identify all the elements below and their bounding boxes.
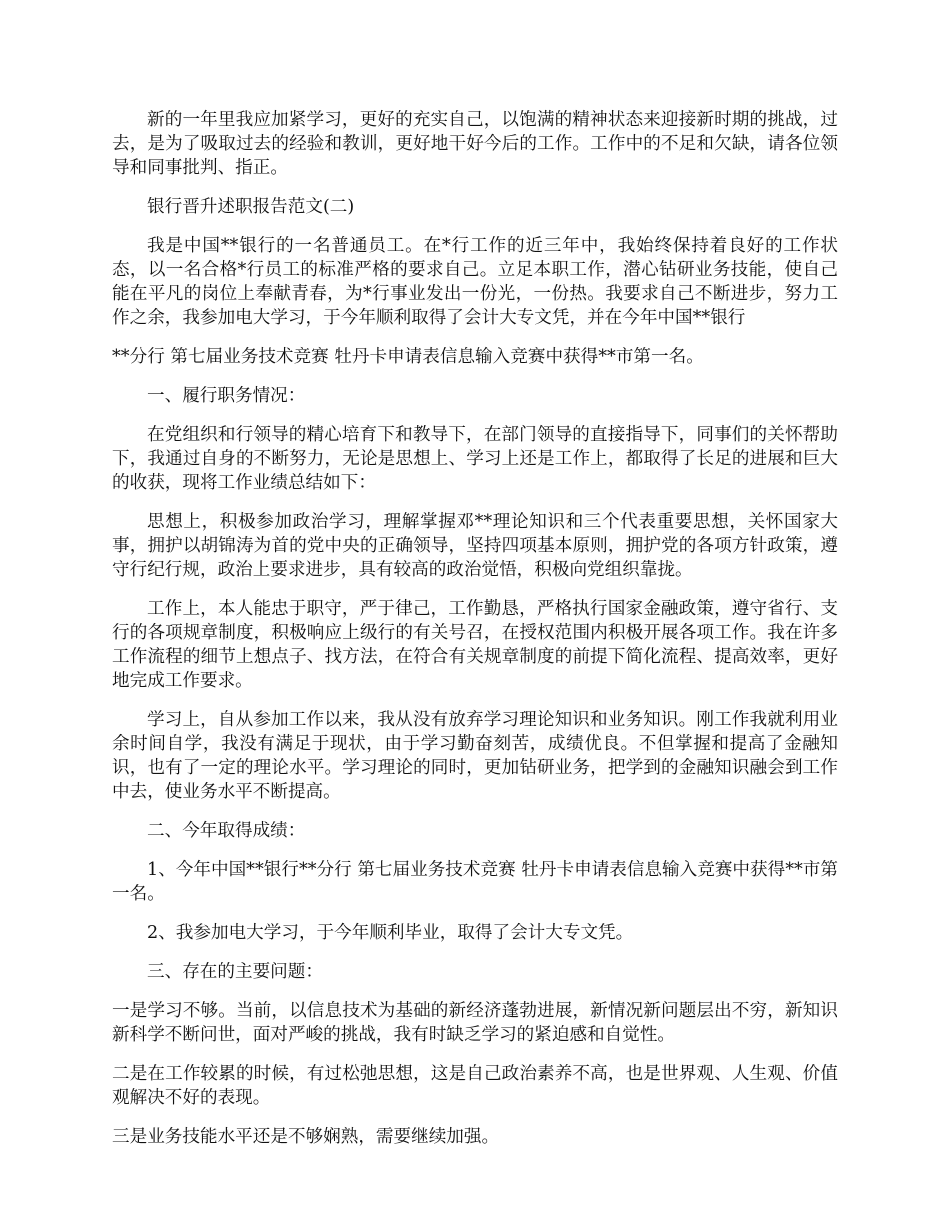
paragraph-competition-continuation: **分行 第七届业务技术竞赛 牡丹卡申请表信息输入竞赛中获得**市第一名。 <box>112 347 704 367</box>
heading-problems: 三、存在的主要问题： <box>147 962 323 982</box>
heading-duties: 一、履行职务情况： <box>147 386 306 406</box>
paragraph-ideology: 思想上，积极参加政治学习，理解掌握邓**理论知识和三个代表重要思想，关怀国家大事，拥护以胡锦涛为首的党中央的正确领导，坚持四项基本原则，拥护党的各项方针政策，遵守行纪行规，政治上要求进步，具有较高的政治觉悟，积极向党组织靠拢。 <box>112 512 838 580</box>
paragraph-study: 学习上，自从参加工作以来，我从没有放弃学习理论知识和业务知识。刚工作我就利用业余时间自学，我没有满足于现状，由于学习勤奋刻苦，成绩优良。不但掌握和提高了金融知识，也有了一定的理论水平。学习理论的同时，更加钻研业务，把学到的金融知识融会到工作中去，使业务水平不断提高。 <box>112 710 838 802</box>
document-page <box>112 108 838 1164</box>
problem-item-2: 二是在工作较累的时候，有过松弛思想，这是自己政治素养不高，也是世界观、人生观、价值观解决不好的表现。 <box>112 1064 838 1108</box>
paragraph-self-introduction: 我是中国**银行的一名普通员工。在*行工作的近三年中，我始终保持着良好的工作状态，以一名合格*行员工的标准严格的要求自己。立足本职工作，潜心钻研业务技能，使自己能在平凡的岗位上奉献青春，为*行事业发出一份光，一份热。我要求自己不断进步，努力工作之余，我参加电大学习，于今年顺利取得了会计大专文凭，并在今年中国**银行 <box>112 236 838 328</box>
heading-achievements: 二、今年取得成绩： <box>147 821 306 841</box>
problem-item-1: 一是学习不够。当前，以信息技术为基础的新经济蓬勃进展，新情况新问题层出不穷，新知识新科学不断问世，面对严峻的挑战，我有时缺乏学习的紧迫感和自觉性。 <box>112 1001 838 1045</box>
achievement-item-2: 2、我参加电大学习，于今年顺利毕业，取得了会计大专文凭。 <box>147 923 634 943</box>
achievement-item-1: 1、今年中国**银行**分行 第七届业务技术竞赛 牡丹卡申请表信息输入竞赛中获得**市第一名。 <box>112 860 838 904</box>
section-title: 银行晋升述职报告范文(二) <box>147 197 355 217</box>
paragraph-intro-closing: 新的一年里我应加紧学习，更好的充实自己，以饱满的精神状态来迎接新时期的挑战，过去，是为了吸取过去的经验和教训，更好地干好今后的工作。工作中的不足和欠缺，请各位领导和同事批判、指正。 <box>112 110 838 178</box>
problem-item-3: 三是业务技能水平还是不够娴熟，需要继续加强。 <box>112 1127 500 1147</box>
paragraph-duties-overview: 在党组织和行领导的精心培育下和教导下，在部门领导的直接指导下，同事们的关怀帮助下，我通过自身的不断努力，无论是思想上、学习上还是工作上，都取得了长足的进展和巨大的收获，现将工作业绩总结如下： <box>112 425 838 493</box>
paragraph-work: 工作上，本人能忠于职守，严于律己，工作勤恳，严格执行国家金融政策，遵守省行、支行的各项规章制度，积极响应上级行的有关号召，在授权范围内积极开展各项工作。我在许多工作流程的细节上想点子、找方法，在符合有关规章制度的前提下简化流程、提高效率，更好地完成工作要求。 <box>112 599 838 691</box>
